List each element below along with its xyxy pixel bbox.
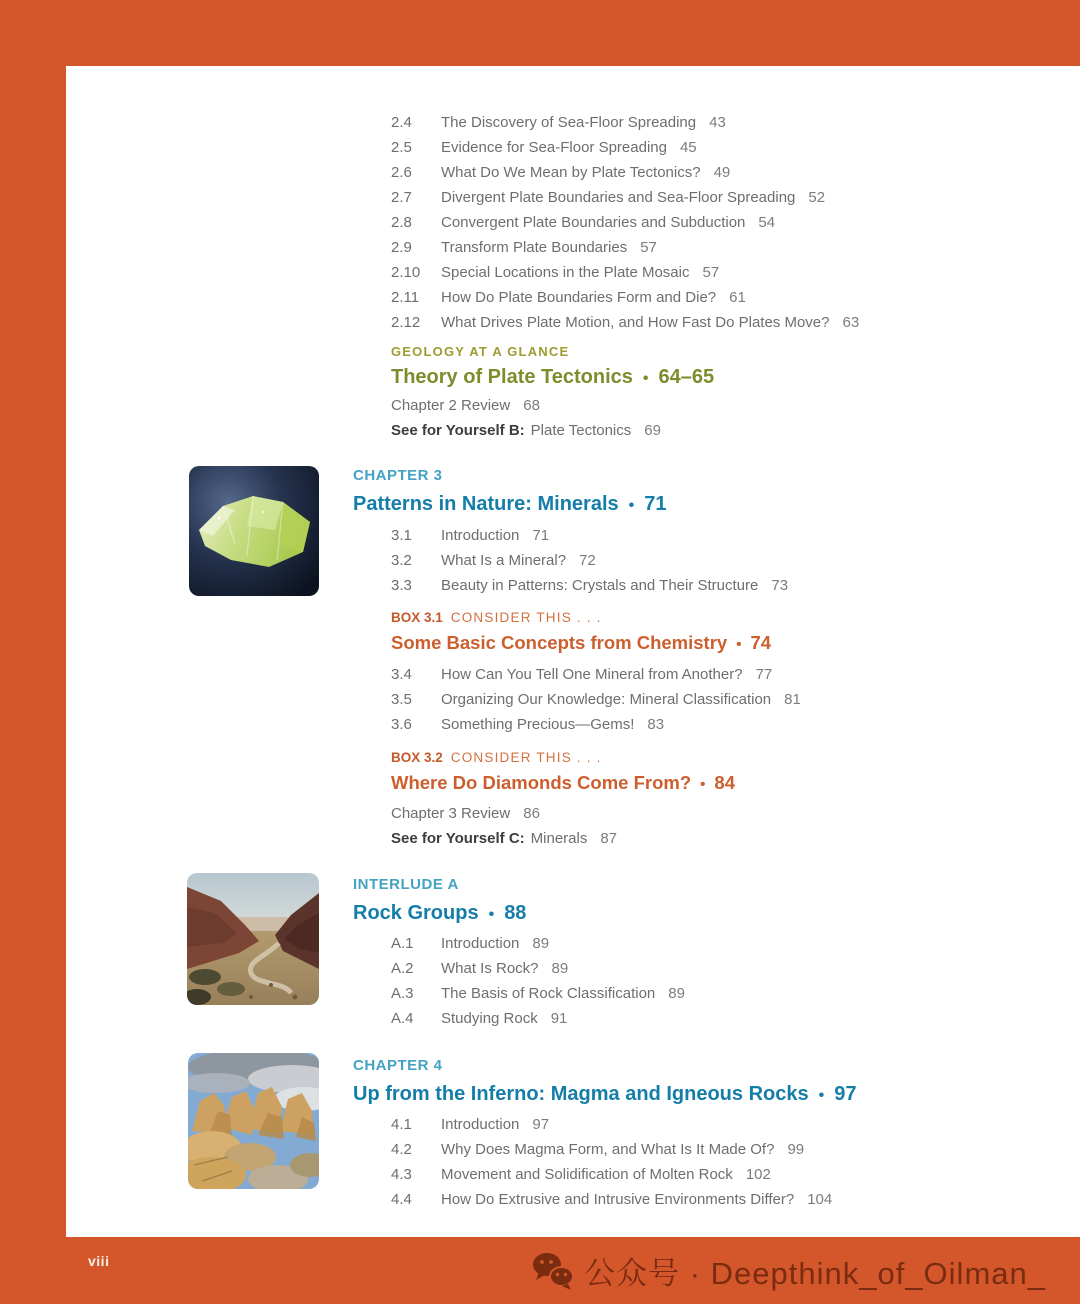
entry-title: Introduction (441, 1116, 520, 1133)
chapter-label: CHAPTER 4 (353, 1057, 443, 1074)
entry-title: The Discovery of Sea-Floor Spreading (441, 114, 697, 131)
chapter-title: Patterns in Nature: Minerals • 71 (353, 493, 667, 515)
box-page: 84 (714, 772, 735, 793)
entry-title: How Do Extrusive and Intrusive Environments Differ? (441, 1191, 795, 1208)
entry-title: What Do We Mean by Plate Tectonics? (441, 164, 701, 181)
toc-entry (391, 662, 801, 687)
entry-number: 2.12 (391, 314, 421, 331)
entry-number: 2.5 (391, 139, 412, 156)
page-number: viii (88, 1253, 110, 1269)
toc-entry (391, 931, 685, 956)
box-callout: CONSIDER THIS . . . (450, 610, 602, 625)
entry-title: Convergent Plate Boundaries and Subduction (441, 214, 746, 231)
entry-title: Evidence for Sea-Floor Spreading (441, 139, 667, 156)
entry-number: 3.4 (391, 666, 412, 683)
see-page: 87 (600, 830, 618, 847)
review-page: 68 (523, 397, 540, 414)
entry-title: What Drives Plate Motion, and How Fast Do Plates Move? (441, 314, 830, 331)
entry-title: Why Does Magma Form, and What Is It Made Of? (441, 1141, 775, 1158)
feature-pages: 64–65 (658, 366, 715, 388)
toc-entry (391, 712, 801, 737)
entry-number: 4.4 (391, 1191, 412, 1208)
see-title: Plate Tectonics (530, 422, 632, 439)
chapter3-entry-list-b (391, 662, 801, 737)
box-page: 74 (750, 632, 772, 653)
entry-number: A.3 (391, 985, 414, 1002)
see-title: Minerals (530, 830, 588, 847)
toc-entry (391, 523, 788, 548)
box-label: BOX 3.2 (391, 750, 443, 765)
entry-title: Studying Rock (441, 1010, 538, 1027)
desert-boulders-photo (188, 1053, 319, 1189)
interlude-label: INTERLUDE A (353, 876, 459, 893)
toc-entry (391, 285, 859, 310)
entry-number: 3.3 (391, 577, 412, 594)
entry-page: 81 (784, 691, 801, 708)
box-title: Some Basic Concepts from Chemistry • 74 (391, 632, 772, 653)
chapter2-review-row (391, 398, 540, 414)
entry-number: 2.9 (391, 239, 412, 256)
bullet-separator: • (628, 497, 635, 514)
entry-number: A.4 (391, 1010, 414, 1027)
entry-title: The Basis of Rock Classification (441, 985, 656, 1002)
entry-page: 43 (709, 114, 726, 131)
green-crystal-illustration (189, 466, 319, 596)
wechat-icon (532, 1251, 574, 1291)
entry-title: Introduction (441, 935, 520, 952)
bullet-separator: • (818, 1087, 825, 1104)
entry-page: 83 (647, 716, 665, 733)
entry-title: Beauty in Patterns: Crystals and Their Structure (441, 577, 759, 594)
entry-page: 102 (745, 1166, 771, 1183)
entry-page: 91 (550, 1010, 568, 1027)
toc-entry (391, 185, 859, 210)
entry-title: Transform Plate Boundaries (441, 239, 628, 256)
entry-number: A.1 (391, 935, 414, 952)
chapter3-heading (353, 467, 666, 519)
entry-number: 4.3 (391, 1166, 412, 1183)
entry-title: How Do Plate Boundaries Form and Die? (441, 289, 717, 306)
toc-entry (391, 956, 685, 981)
canyon-valley-illustration (187, 873, 319, 1005)
entry-page: 45 (679, 139, 697, 156)
chapter-page: 97 (834, 1083, 857, 1105)
entry-number: 2.7 (391, 189, 412, 206)
bullet-separator: • (642, 370, 649, 387)
footer-band (0, 1237, 1080, 1304)
bullet-separator: • (488, 906, 495, 923)
chapter-title: Up from the Inferno: Magma and Igneous Rocks • 97 (353, 1083, 857, 1105)
box-label: BOX 3.1 (391, 610, 443, 625)
toc-entry (391, 235, 859, 260)
feature-title: Theory of Plate Tectonics • 64–65 (391, 366, 715, 388)
canyon-valley-photo (187, 873, 319, 1005)
review-label: Chapter 3 Review (391, 805, 511, 822)
entry-page: 104 (807, 1191, 833, 1208)
entry-page: 99 (787, 1141, 805, 1158)
desert-boulders-illustration (188, 1053, 319, 1189)
entry-page: 97 (532, 1116, 550, 1133)
interlude-title: Rock Groups • 88 (353, 902, 527, 924)
interlude-a-heading (353, 876, 526, 928)
chapter3-entry-list-a (391, 523, 788, 598)
entry-page: 72 (579, 552, 596, 569)
interlude-page: 88 (504, 902, 527, 924)
toc-entry (391, 310, 859, 335)
toc-entry (391, 548, 788, 573)
toc-entry (391, 687, 801, 712)
entry-number: 2.10 (391, 264, 421, 281)
entry-page: 63 (842, 314, 860, 331)
entry-title: What Is Rock? (441, 960, 539, 977)
box-title: Where Do Diamonds Come From? • 84 (391, 772, 735, 793)
box-3-2-feature (391, 749, 735, 797)
toc-entry (391, 1162, 832, 1187)
toc-entry (391, 110, 859, 135)
geology-at-a-glance-feature (391, 343, 714, 392)
see-for-yourself-b-row (391, 423, 661, 439)
see-page: 69 (644, 422, 661, 439)
entry-number: 3.1 (391, 527, 412, 544)
toc-entry (391, 135, 859, 160)
toc-entry (391, 573, 788, 598)
feature-label: GEOLOGY AT A GLANCE (391, 344, 570, 359)
entry-page: 54 (758, 214, 776, 231)
entry-number: 2.4 (391, 114, 412, 131)
watermark (532, 1237, 1046, 1304)
bullet-separator: • (700, 776, 706, 793)
entry-number: 4.1 (391, 1116, 412, 1133)
entry-number: 3.6 (391, 716, 412, 733)
chapter2-entry-list (391, 110, 859, 335)
toc-entry (391, 1187, 832, 1212)
entry-title: Something Precious—Gems! (441, 716, 635, 733)
watermark-text: 公众号 · Deepthink_of_Oilman_ (584, 1256, 1046, 1291)
entry-number: 3.5 (391, 691, 412, 708)
chapter3-review-row (391, 806, 540, 822)
see-label: See for Yourself C: (391, 830, 525, 847)
entry-title: What Is a Mineral? (441, 552, 567, 569)
box-callout: CONSIDER THIS . . . (450, 750, 602, 765)
see-for-yourself-c-row (391, 831, 617, 847)
entry-page: 49 (713, 164, 731, 181)
entry-title: Movement and Solidification of Molten Rock (441, 1166, 733, 1183)
entry-number: 4.2 (391, 1141, 412, 1158)
entry-number: 2.6 (391, 164, 412, 181)
entry-page: 61 (729, 289, 746, 306)
chapter-label: CHAPTER 3 (353, 467, 443, 484)
toc-entry (391, 1006, 685, 1031)
see-label: See for Yourself B: (391, 422, 525, 439)
box-3-1-feature (391, 609, 771, 657)
toc-entry (391, 981, 685, 1006)
toc-entry (391, 1112, 832, 1137)
toc-entry (391, 160, 859, 185)
entry-number: 3.2 (391, 552, 412, 569)
entry-number: 2.11 (391, 289, 420, 306)
entry-page: 57 (640, 239, 657, 256)
entry-title: Divergent Plate Boundaries and Sea-Floor Spreading (441, 189, 796, 206)
entry-page: 89 (551, 960, 569, 977)
green-crystal-photo (189, 466, 319, 596)
entry-page: 89 (668, 985, 685, 1002)
entry-title: Organizing Our Knowledge: Mineral Classification (441, 691, 772, 708)
chapter4-heading (353, 1057, 856, 1109)
chapter-page: 71 (644, 493, 667, 515)
interlude-a-entry-list (391, 931, 685, 1031)
review-label: Chapter 2 Review (391, 397, 511, 414)
bullet-separator: • (736, 636, 742, 653)
toc-entry (391, 260, 859, 285)
toc-entry (391, 1137, 832, 1162)
entry-title: Special Locations in the Plate Mosaic (441, 264, 690, 281)
entry-title: How Can You Tell One Mineral from Another? (441, 666, 743, 683)
entry-title: Introduction (441, 527, 520, 544)
entry-page: 71 (532, 527, 550, 544)
entry-page: 57 (702, 264, 720, 281)
entry-page: 77 (755, 666, 773, 683)
entry-number: A.2 (391, 960, 414, 977)
review-page: 86 (523, 805, 540, 822)
entry-page: 52 (808, 189, 826, 206)
chapter4-entry-list (391, 1112, 832, 1212)
entry-number: 2.8 (391, 214, 412, 231)
toc-entry (391, 210, 859, 235)
toc-page (66, 66, 1080, 1237)
entry-page: 89 (532, 935, 550, 952)
entry-page: 73 (771, 577, 789, 594)
